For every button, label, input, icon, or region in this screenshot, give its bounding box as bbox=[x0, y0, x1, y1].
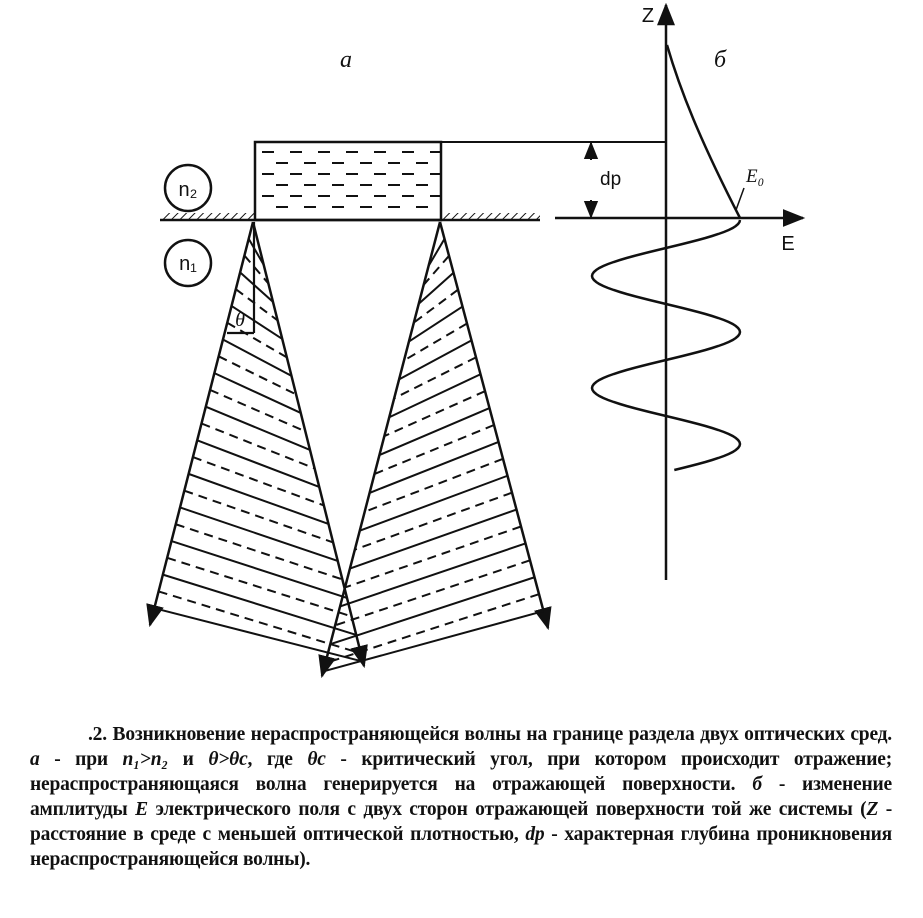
caption-number: .2. bbox=[88, 724, 107, 745]
right-bundle-wavefront bbox=[330, 577, 534, 644]
right-bundle-wavefront bbox=[399, 340, 471, 379]
left-bundle-wavefront bbox=[180, 507, 338, 560]
right-bundle-wavefront bbox=[335, 560, 530, 625]
caption-z-symbol: Z bbox=[866, 799, 879, 820]
right-bundle-inner-ray bbox=[322, 222, 440, 676]
z-axis-label: Z bbox=[641, 5, 655, 27]
dp-text: dp bbox=[600, 169, 622, 190]
evanescent-decay-curve bbox=[667, 45, 740, 218]
left-bundle-inner-ray bbox=[253, 222, 364, 666]
left-bundle-wavefront bbox=[219, 356, 296, 394]
panel-a-label: а bbox=[340, 47, 352, 73]
left-bundle-wavefront bbox=[176, 524, 343, 579]
ray-bundles bbox=[150, 222, 548, 676]
left-bundle-wavefront bbox=[223, 340, 292, 376]
left-bundle-wavefront bbox=[163, 575, 356, 635]
medium-n2-label bbox=[165, 165, 211, 211]
e0-text: E₀ bbox=[746, 166, 765, 187]
right-bundle-wavefront bbox=[345, 527, 521, 588]
right-bundle-wavefront bbox=[325, 594, 539, 663]
caption-text: - изменение амплитуды bbox=[30, 774, 893, 820]
caption-condition-angle: θ>θc bbox=[208, 749, 248, 770]
caption-dp-symbol: dp bbox=[525, 824, 545, 845]
e-axis-label: E bbox=[781, 233, 795, 255]
n2-text: n₂ bbox=[178, 179, 198, 201]
left-bundle-wavefront bbox=[206, 407, 310, 450]
caption-text: , где bbox=[247, 749, 308, 770]
medium-n1-label bbox=[165, 240, 211, 286]
liquid-dashes bbox=[262, 152, 442, 207]
panel-b-label: б bbox=[713, 47, 727, 73]
right-bundle-wavefront bbox=[355, 493, 512, 550]
caption-e-symbol: E bbox=[135, 799, 148, 820]
right-bundle-wavefront bbox=[340, 543, 525, 606]
caption-condition-index: n₁>n₂ bbox=[122, 749, 168, 770]
right-bundle-wavefront bbox=[389, 374, 480, 417]
theta-text: θ bbox=[235, 309, 245, 331]
right-bundle-wavefront bbox=[360, 476, 508, 531]
right-bundle-wavefront bbox=[384, 391, 485, 436]
figure-caption bbox=[30, 722, 892, 872]
caption-text: - расстояние в среде с меньшей оптической плотностью, bbox=[30, 799, 892, 845]
left-bundle-wavefront bbox=[167, 558, 351, 617]
panel-b-axes bbox=[555, 5, 803, 580]
sample-block bbox=[255, 142, 442, 220]
right-bundle-wavefront bbox=[323, 611, 543, 671]
e0-label bbox=[736, 166, 764, 210]
caption-text: - критический угол, при котором происходит отражение; нераспространяющаяся волна генерируется на отражающей поверхности. bbox=[30, 749, 892, 795]
dp-marker bbox=[591, 143, 621, 217]
caption-text: Возникновение нераспространяющейся волны на границе раздела двух оптических сред. bbox=[106, 724, 892, 745]
left-bundle-wavefront bbox=[202, 424, 315, 469]
left-bundle-wavefront bbox=[171, 541, 347, 598]
caption-text: - характерная глубина проникновения нераспространяющейся волны). bbox=[30, 824, 893, 870]
caption-letter-b: б bbox=[752, 774, 762, 795]
caption-text: электрического поля с двух сторон отражающей поверхности той же системы ( bbox=[147, 799, 867, 820]
caption-critical-angle: θc bbox=[307, 749, 326, 770]
n1-text: n₁ bbox=[179, 253, 197, 275]
caption-letter-a: а bbox=[30, 749, 40, 770]
caption-text: и bbox=[167, 749, 209, 770]
caption-text: - при bbox=[39, 749, 123, 770]
right-bundle-wavefront bbox=[394, 357, 476, 398]
left-bundle-wavefront bbox=[210, 390, 305, 432]
left-bundle-wavefront bbox=[214, 373, 300, 413]
right-bundle-wavefront bbox=[350, 510, 517, 569]
